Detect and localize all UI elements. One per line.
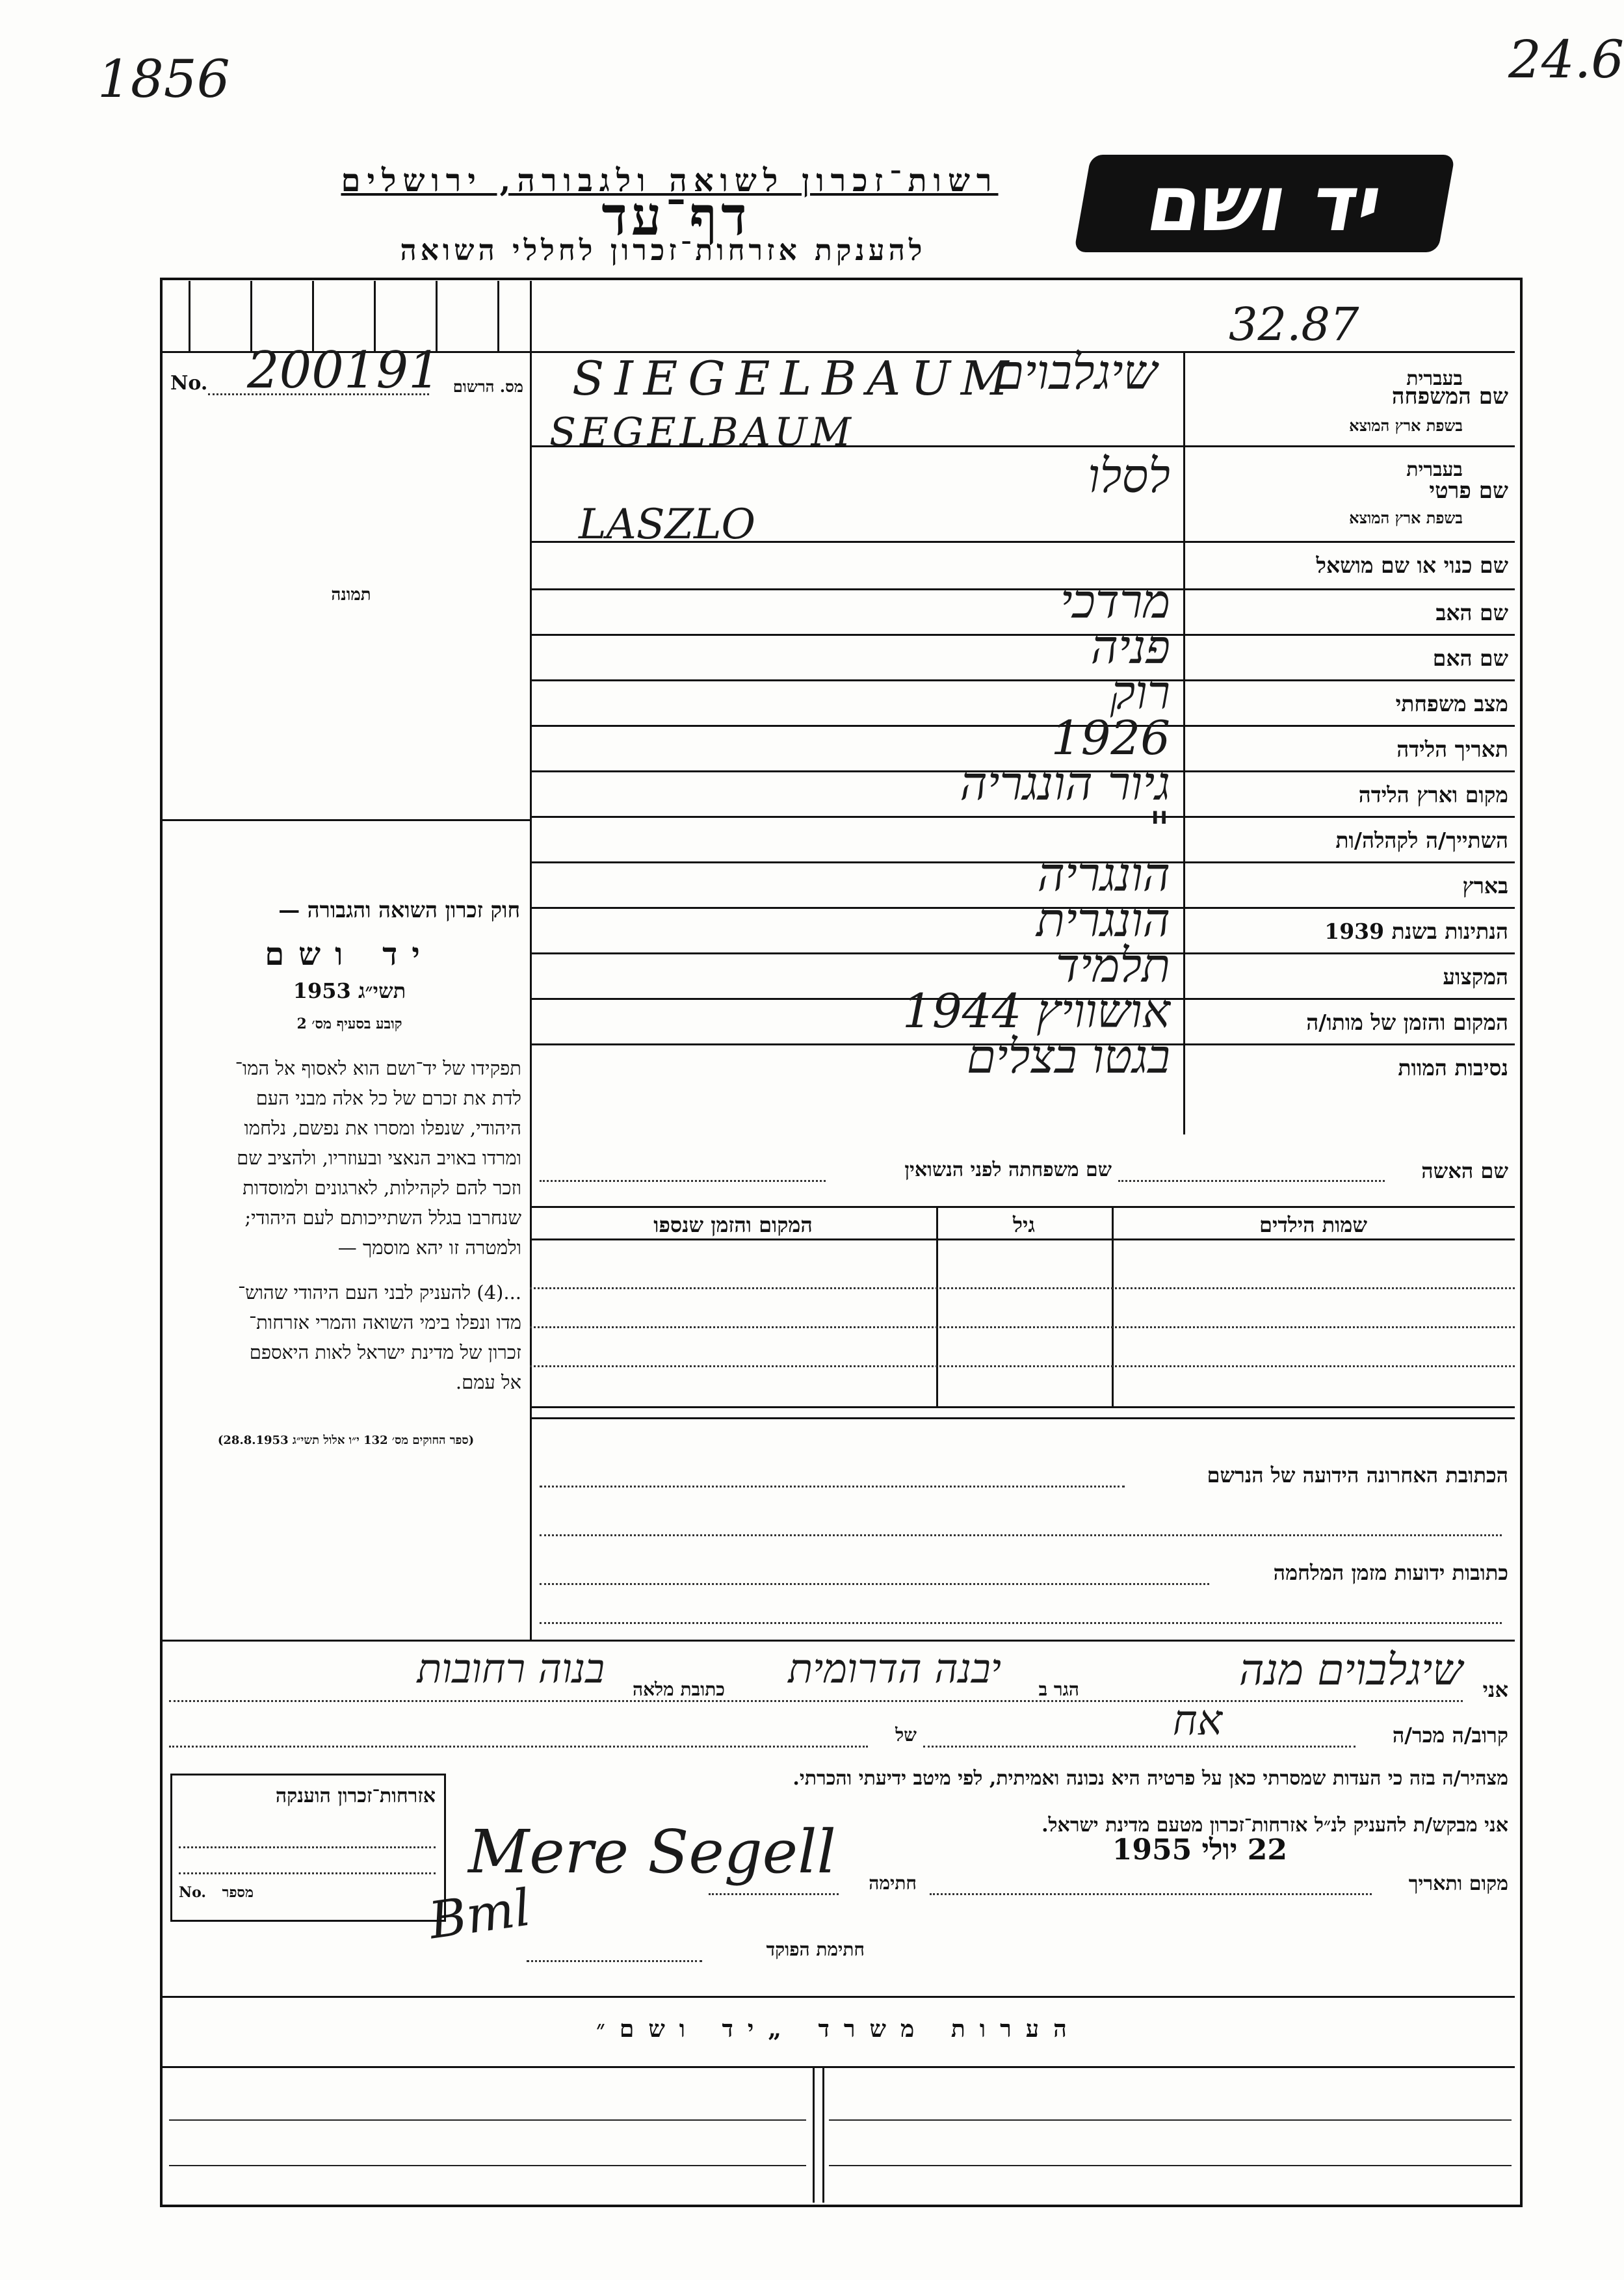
margin-note-left: 1856 <box>98 49 230 109</box>
field-label: מצב משפחתי <box>1395 691 1508 716</box>
field-label: שם האב <box>1435 600 1508 625</box>
surname-latin-value-1: SIEGELBAUM <box>572 351 1019 406</box>
no-label: No. <box>170 372 208 395</box>
surname-sub-hebrew: בעברית <box>1406 367 1463 390</box>
field-label: שם כנוי או שם מושאל <box>1316 553 1508 578</box>
granted-box-num-label: מספר <box>222 1884 254 1901</box>
law-line: היהודי, שנפלו ומסרו את נפשם, נלחמו <box>244 1117 521 1139</box>
field-label: שם האם <box>1432 646 1508 671</box>
law-year: תשי״ג 1953 <box>293 978 406 1003</box>
place-date-label: מקום ותאריך <box>1408 1872 1508 1895</box>
surname-hebrew-value: שיגלבוים <box>993 345 1157 400</box>
field-label: תאריך הלידה <box>1396 737 1508 762</box>
officer-signature: Bml <box>425 1878 534 1951</box>
field-value: תלמיד <box>1055 938 1170 993</box>
declarant-signature: Mere Segell <box>468 1817 836 1887</box>
declarant-address: בנוה רחובות <box>417 1645 605 1692</box>
field-value: מרדכי <box>1060 574 1170 629</box>
surname-latin-value-2: SEGELBAUM <box>549 410 855 455</box>
declarant-resides-label: הגר ב <box>1038 1679 1079 1700</box>
signature-label: חתימה <box>869 1872 917 1894</box>
children-col-place: המקום והזמן שנספו <box>653 1212 813 1237</box>
last-known-address-label: הכתובת האחרונה הידועה של הנרשם <box>1207 1463 1508 1487</box>
field-label: נסיבות המוות <box>1398 1055 1508 1081</box>
officer-signature-label: חתימת הפוקד <box>766 1939 865 1960</box>
of-label: של <box>895 1724 917 1746</box>
logo-text: יד ושם <box>1140 159 1389 248</box>
field-label: הנתינות בשנת 1939 <box>1324 919 1508 944</box>
top-note: 32.87 <box>1229 298 1359 351</box>
field-label: מקום וארץ הלידה <box>1358 782 1508 807</box>
law-line: זכרון של מדינת ישראל לאות היאספם <box>249 1341 521 1363</box>
declarant-i-label: אני <box>1482 1677 1508 1702</box>
relative-label: קרוב/ה מכר/ה <box>1392 1723 1508 1748</box>
field-value: הונגריה <box>1037 847 1170 902</box>
law-clause: קובע בסעיף מס׳ 2 <box>296 1016 402 1032</box>
wartime-address-label: כתובות ידועות מזמן המלחמה <box>1273 1560 1508 1585</box>
granted-box-title: אזרחות־זכרון הוענקה <box>275 1785 436 1807</box>
surname-label: שם המשפחה <box>1391 384 1508 410</box>
office-notes-title: הערות משרד „יד ושם״ <box>596 2015 1081 2043</box>
field-value: בגטו בצלים <box>966 1029 1170 1084</box>
law-paragraph-1 <box>170 1053 521 1263</box>
first-name-sub-hebrew: בעברית <box>1406 458 1463 481</box>
relation-value: אח <box>1172 1697 1222 1745</box>
children-col-names: שמות הילדים <box>1259 1212 1367 1237</box>
wife-label: שם האשה <box>1421 1159 1508 1183</box>
field-value: אושוויץ 1944 <box>902 984 1170 1038</box>
yad-vashem-logo <box>1074 155 1455 252</box>
field-label: השתייך/ה לקהלה/ות <box>1335 828 1508 853</box>
declaration-text: מצהיר/ה בזה כי העדות שמסרתי כאן על פרטיה היא נכונה ואמיתית, לפי מיטב ידיעתי והכרתי. <box>792 1767 1508 1790</box>
field-label: בארץ <box>1462 873 1508 898</box>
field-label: המקום והזמן של מותו/ה <box>1306 1010 1508 1035</box>
surname-sub-origin: בשפת ארץ המוצא <box>1349 416 1463 435</box>
first-name-hebrew-value: לסלו <box>1088 449 1170 503</box>
photo-label: תמונה <box>331 585 371 605</box>
field-label: המקצוע <box>1443 964 1508 989</box>
law-line: ומרדו באויב הנאצי ובעוזריו, ולהציב שם <box>237 1147 521 1169</box>
field-value: גיור הונגריה <box>960 756 1170 811</box>
granted-box-no-label: No. <box>179 1884 207 1901</box>
full-address-label: כתובת מלאה <box>632 1679 725 1700</box>
first-name-latin-value: LASZLO <box>579 501 755 549</box>
law-heading: חוק זכרון השואה והגבורה — <box>278 897 520 923</box>
law-line: תפקידו של יד־ושם הוא לאסוף אל המו־ <box>235 1057 521 1079</box>
law-line: אל עמם. <box>455 1371 521 1393</box>
first-name-sub-origin: בשפת ארץ המוצא <box>1349 508 1463 527</box>
registration-number: 200191 <box>247 341 441 400</box>
request-text: אני מבקש/ת להעניק לנ״ל אזרחות־זכרון מטעם מדינת ישראל. <box>1041 1814 1508 1837</box>
field-value: פניה <box>1090 620 1170 674</box>
authority-name: רשות־זכרון לשואה ולגבורה, ירושלים <box>341 163 999 199</box>
registration-label: מס. הרשום <box>452 377 523 396</box>
field-value: " <box>1148 802 1170 856</box>
law-line: לדת את זכרם של כל אלה מבני העם <box>255 1087 521 1109</box>
first-name-label: שם פרטי <box>1429 478 1508 504</box>
field-value: 1926 <box>1051 711 1170 765</box>
law-name: יד ושם <box>265 936 434 973</box>
declarant-city: יבנה הדרומית <box>788 1645 1001 1692</box>
law-citation: (ספר החוקים מס׳ 132 י״ו אלול תשי״ג 28.8.1953) <box>217 1434 475 1447</box>
law-line: מדו ונפלו בימי השואה והמרי אזרחות־ <box>248 1311 521 1333</box>
margin-note-right: 24.6 <box>1508 29 1624 90</box>
field-value: הונגרית <box>1036 893 1170 947</box>
date-value: 22 יולי 1955 <box>1112 1833 1287 1867</box>
form-subtitle: להענקת אזרחות־זכרון לחללי השואה <box>400 234 926 267</box>
law-line: וזכר להם לקהילות, לארגונים ולמוסדות <box>242 1177 521 1199</box>
field-value: רוק <box>1110 665 1170 720</box>
form-title: דף־עד <box>601 185 751 248</box>
law-line: שנחרבו בגלל השתייכותם לעם היהודי; <box>244 1207 521 1229</box>
law-paragraph-2 <box>170 1278 521 1397</box>
law-line: ...(4) להעניק לבני העם היהודי שהוש־ <box>237 1281 521 1304</box>
law-line: ולמטרה זו יהא מוסמך — <box>337 1237 521 1259</box>
declarant-name: שיגלבוים מנה <box>1238 1645 1463 1695</box>
wife-maiden-label: שם משפחתה לפני הנשואין <box>904 1159 1112 1181</box>
children-col-age: גיל <box>1013 1212 1035 1237</box>
